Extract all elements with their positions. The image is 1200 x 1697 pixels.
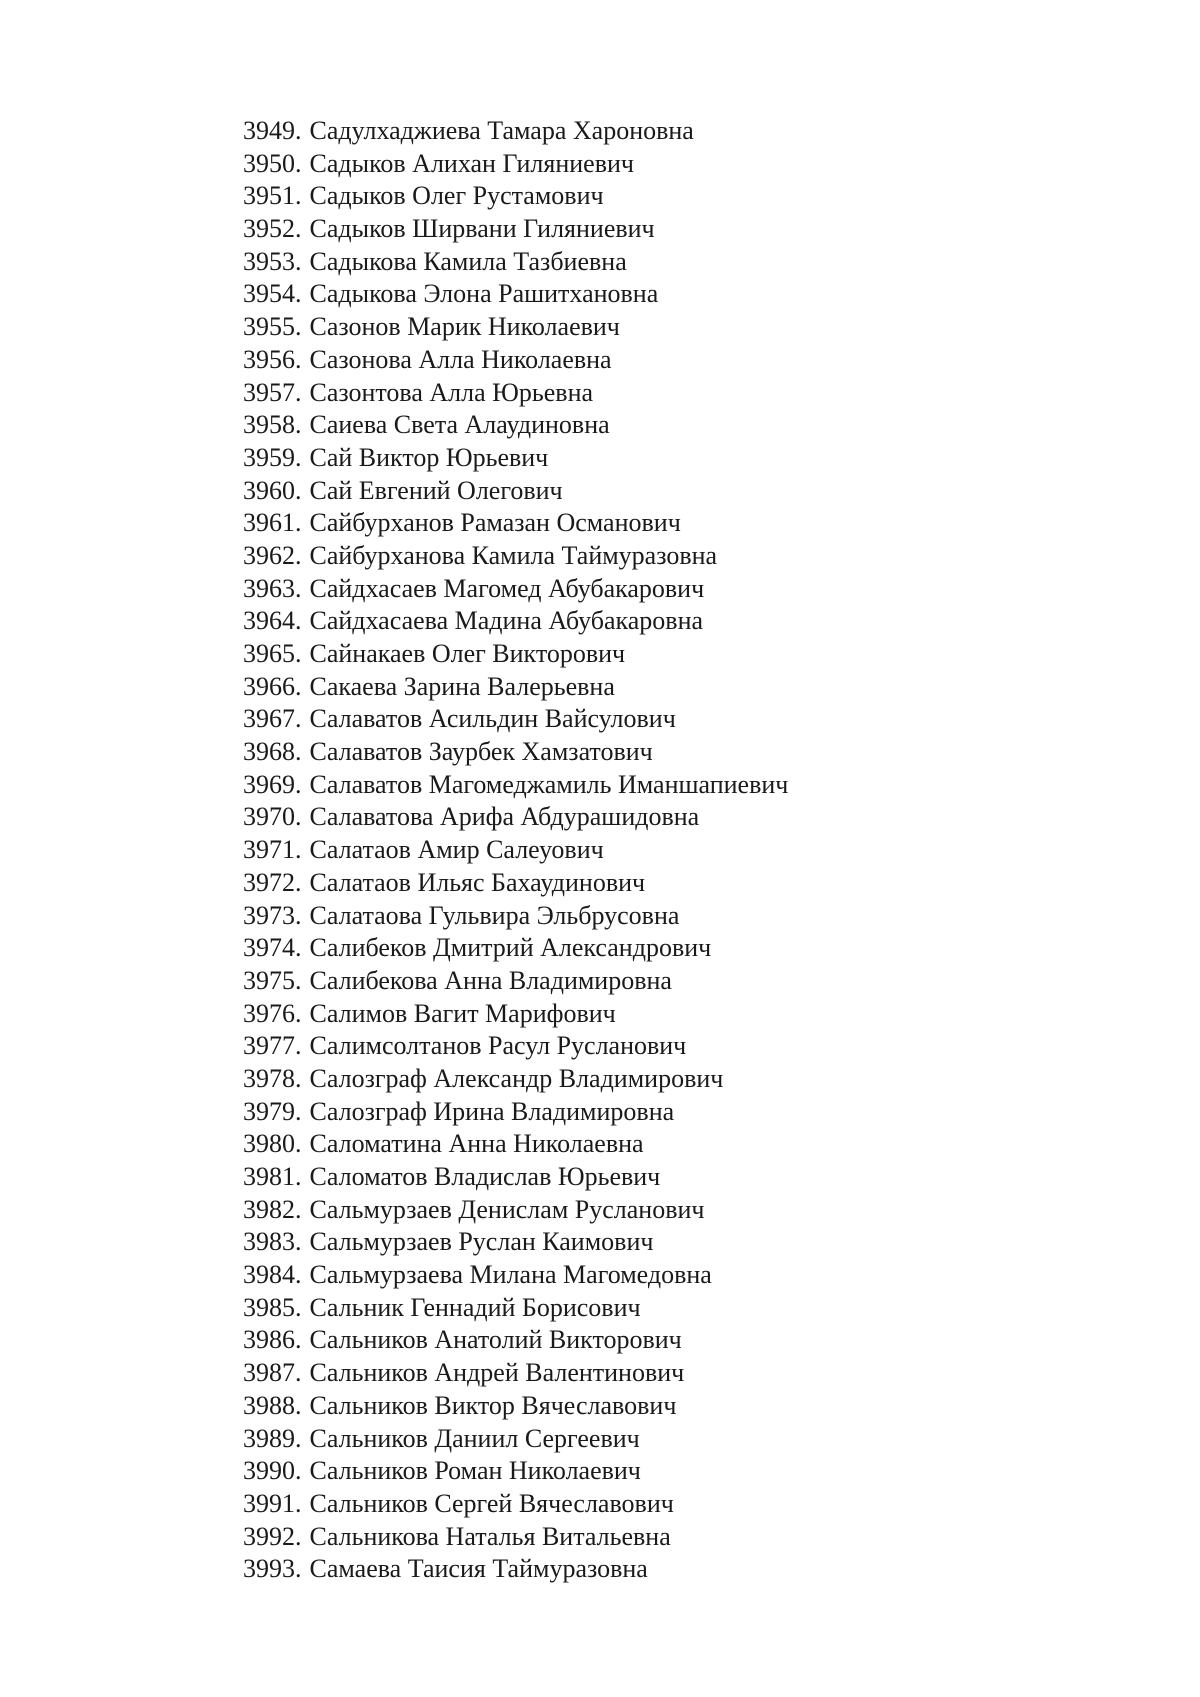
list-item xyxy=(243,900,788,933)
entry-number: 3967. xyxy=(243,704,302,734)
list-item xyxy=(243,1521,788,1554)
list-item xyxy=(243,344,788,377)
list-item xyxy=(243,1390,788,1423)
entry-name: Садыков Алихан Гиляниевич xyxy=(309,148,634,178)
entry-name: Салатаов Амир Салеуович xyxy=(309,835,604,865)
entry-number: 3982. xyxy=(243,1194,302,1224)
list-item xyxy=(243,1030,788,1063)
list-item xyxy=(243,180,788,213)
entry-number: 3970. xyxy=(243,802,302,832)
list-item xyxy=(243,540,788,573)
list-item xyxy=(243,605,788,638)
entry-name: Сальник Геннадий Борисович xyxy=(309,1292,641,1322)
entry-name: Сазонтова Алла Юрьевна xyxy=(309,377,594,407)
list-item xyxy=(243,1423,788,1456)
list-item xyxy=(243,801,788,834)
list-item xyxy=(243,311,788,344)
entry-number: 3978. xyxy=(243,1063,302,1093)
list-item xyxy=(243,1063,788,1096)
entry-number: 3988. xyxy=(243,1390,302,1420)
list-item xyxy=(243,1161,788,1194)
entry-number: 3952. xyxy=(243,214,302,244)
entry-number: 3983. xyxy=(243,1227,302,1257)
list-item xyxy=(243,736,788,769)
entry-number: 3977. xyxy=(243,1031,302,1061)
list-item xyxy=(243,1128,788,1161)
entry-number: 3975. xyxy=(243,965,302,995)
list-item xyxy=(243,1292,788,1325)
entry-number: 3971. xyxy=(243,835,302,865)
entry-number: 3974. xyxy=(243,933,302,963)
entry-number: 3986. xyxy=(243,1325,302,1355)
entry-number: 3957. xyxy=(243,377,302,407)
list-item xyxy=(243,638,788,671)
entry-number: 3979. xyxy=(243,1096,302,1126)
entry-name: Салозграф Александр Владимирович xyxy=(309,1063,724,1093)
entry-number: 3980. xyxy=(243,1129,302,1159)
entry-name: Сайнакаев Олег Викторович xyxy=(309,639,626,668)
entry-name: Сальмурзаев Денислам Русланович xyxy=(309,1194,705,1224)
entry-number: 3991. xyxy=(243,1488,302,1518)
entry-name: Сальмурзаев Руслан Каимович xyxy=(309,1227,654,1257)
list-item xyxy=(243,246,788,279)
list-item xyxy=(243,932,788,965)
entry-number: 3965. xyxy=(243,639,302,668)
entry-name: Сальников Роман Николаевич xyxy=(309,1456,641,1486)
entry-name: Салибекова Анна Владимировна xyxy=(309,965,672,995)
entry-name: Салаватов Асильдин Вайсулович xyxy=(309,704,676,734)
entry-name: Сайдхасаев Магомед Абубакарович xyxy=(309,573,705,603)
entry-name: Сальников Виктор Вячеславович xyxy=(309,1390,677,1420)
list-item xyxy=(243,1259,788,1292)
entry-name: Саиева Света Алаудиновна xyxy=(309,410,610,440)
entry-name: Саломатина Анна Николаевна xyxy=(309,1129,644,1159)
entry-number: 3956. xyxy=(243,344,302,374)
list-item xyxy=(243,671,788,704)
list-item xyxy=(243,998,788,1031)
list-item xyxy=(243,965,788,998)
entry-number: 3993. xyxy=(243,1554,302,1584)
entry-name: Сальников Сергей Вячеславович xyxy=(309,1488,674,1518)
entry-name: Сазонов Марик Николаевич xyxy=(309,312,620,342)
entry-number: 3990. xyxy=(243,1456,302,1486)
entry-name: Самаева Таисия Таймуразовна xyxy=(309,1554,648,1584)
entry-name: Садыков Ширвани Гиляниевич xyxy=(309,214,655,244)
list-item xyxy=(243,1455,788,1488)
entry-number: 3989. xyxy=(243,1423,302,1453)
entry-name: Сай Евгений Олегович xyxy=(309,475,563,505)
list-item xyxy=(243,573,788,606)
entry-name: Сазонова Алла Николаевна xyxy=(309,344,612,374)
entry-number: 3960. xyxy=(243,475,302,505)
list-item xyxy=(243,834,788,867)
entry-number: 3959. xyxy=(243,442,302,472)
entry-name: Сальников Даниил Сергеевич xyxy=(309,1423,640,1453)
entry-name: Сальмурзаева Милана Магомедовна xyxy=(309,1260,712,1290)
entry-name: Салаватов Магомеджамиль Иманшапиевич xyxy=(309,769,789,799)
list-item xyxy=(243,1553,788,1586)
list-item xyxy=(243,115,788,148)
entry-number: 3992. xyxy=(243,1521,302,1551)
entry-number: 3973. xyxy=(243,900,302,930)
list-item xyxy=(243,278,788,311)
entry-name: Салозграф Ирина Владимировна xyxy=(309,1096,675,1126)
entry-name: Салатаова Гульвира Эльбрусовна xyxy=(309,900,680,930)
entry-number: 3955. xyxy=(243,312,302,342)
entry-number: 3953. xyxy=(243,246,302,276)
entry-number: 3961. xyxy=(243,508,302,538)
entry-number: 3954. xyxy=(243,279,302,309)
list-item xyxy=(243,377,788,410)
name-list xyxy=(243,115,788,1586)
entry-name: Саломатов Владислав Юрьевич xyxy=(309,1162,661,1191)
list-item xyxy=(243,475,788,508)
entry-number: 3976. xyxy=(243,998,302,1028)
list-item xyxy=(243,1324,788,1357)
entry-number: 3987. xyxy=(243,1358,302,1388)
entry-name: Сайбурханова Камила Таймуразовна xyxy=(309,540,718,570)
entry-name: Садыкова Элона Рашитхановна xyxy=(309,279,659,309)
entry-name: Сайдхасаева Мадина Абубакаровна xyxy=(309,606,704,636)
entry-name: Салатаов Ильяс Бахаудинович xyxy=(309,867,646,897)
list-item xyxy=(243,507,788,540)
list-item xyxy=(243,1357,788,1390)
entry-number: 3984. xyxy=(243,1260,302,1290)
list-item xyxy=(243,1488,788,1521)
entry-name: Садулхаджиева Тамара Хароновна xyxy=(309,116,694,145)
entry-name: Сайбурханов Рамазан Османович xyxy=(309,508,681,538)
entry-number: 3962. xyxy=(243,540,302,570)
entry-name: Сай Виктор Юрьевич xyxy=(309,442,549,472)
list-item xyxy=(243,769,788,802)
entry-number: 3981. xyxy=(243,1162,302,1191)
entry-name: Сальников Андрей Валентинович xyxy=(309,1358,685,1388)
entry-number: 3949. xyxy=(243,116,302,145)
entry-number: 3964. xyxy=(243,606,302,636)
list-item xyxy=(243,703,788,736)
list-item xyxy=(243,213,788,246)
entry-number: 3950. xyxy=(243,148,302,178)
list-item xyxy=(243,867,788,900)
entry-name: Салаватова Арифа Абдурашидовна xyxy=(309,802,700,832)
entry-number: 3969. xyxy=(243,769,302,799)
list-item xyxy=(243,1096,788,1129)
list-item xyxy=(243,1226,788,1259)
entry-name: Садыков Олег Рустамович xyxy=(309,181,604,211)
entry-name: Сакаева Зарина Валерьевна xyxy=(309,671,615,701)
entry-name: Салимсолтанов Расул Русланович xyxy=(309,1031,687,1061)
list-item xyxy=(243,148,788,181)
entry-number: 3963. xyxy=(243,573,302,603)
entry-name: Салаватов Заурбек Хамзатович xyxy=(309,737,653,767)
entry-number: 3966. xyxy=(243,671,302,701)
entry-name: Садыкова Камила Тазбиевна xyxy=(309,246,627,276)
entry-number: 3972. xyxy=(243,867,302,897)
entry-name: Сальникова Наталья Витальевна xyxy=(309,1521,671,1551)
list-item xyxy=(243,409,788,442)
entry-name: Салимов Вагит Марифович xyxy=(309,998,616,1028)
entry-number: 3951. xyxy=(243,181,302,211)
list-item xyxy=(243,1194,788,1227)
entry-name: Сальников Анатолий Викторович xyxy=(309,1325,682,1355)
entry-number: 3958. xyxy=(243,410,302,440)
list-item xyxy=(243,442,788,475)
entry-name: Салибеков Дмитрий Александрович xyxy=(309,933,712,963)
entry-number: 3985. xyxy=(243,1292,302,1322)
entry-number: 3968. xyxy=(243,737,302,767)
